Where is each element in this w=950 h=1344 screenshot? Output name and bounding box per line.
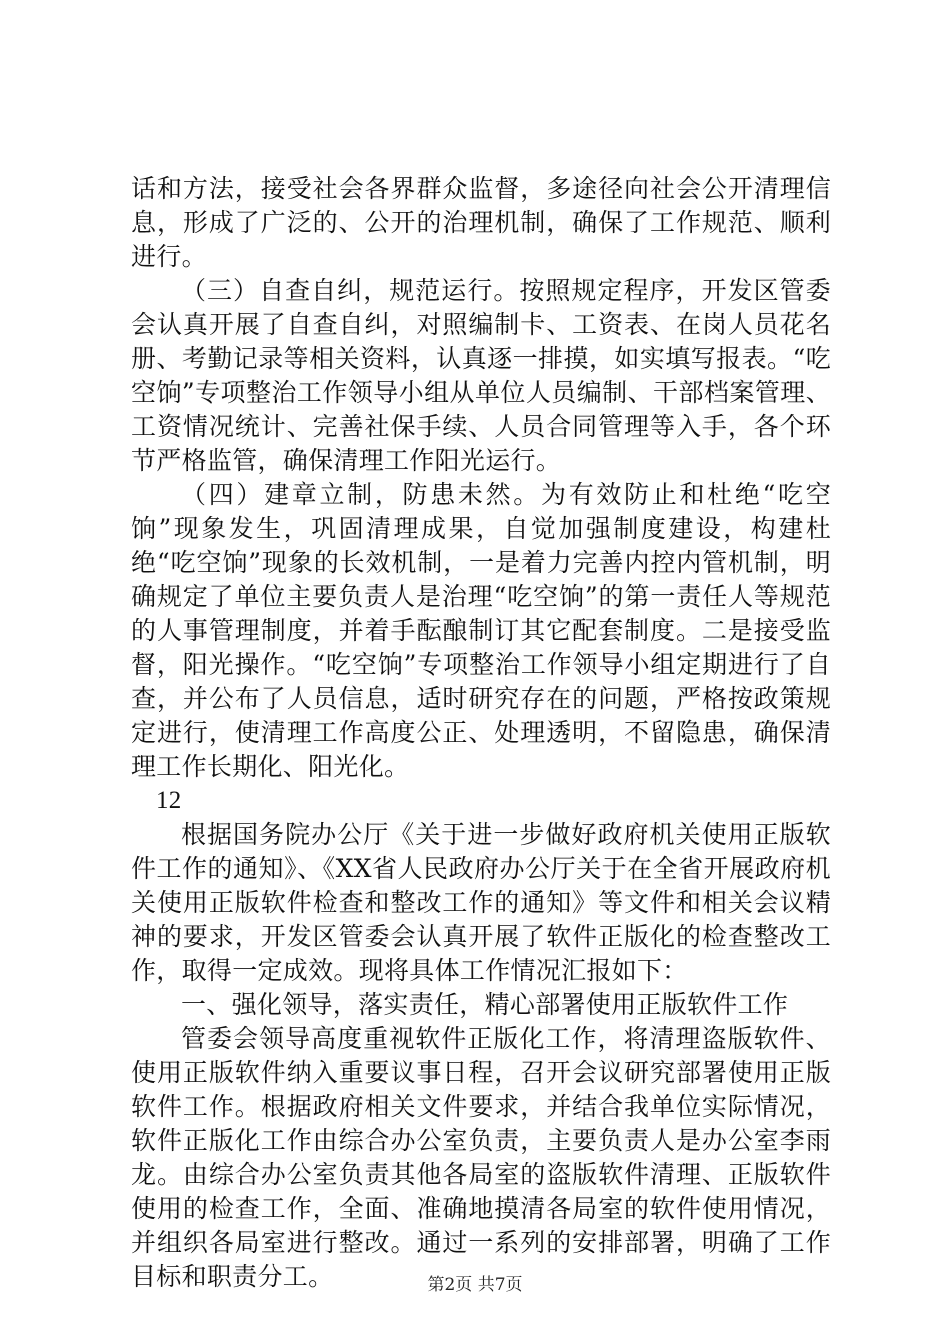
paragraph-section-3: （三）自查自纠，规范运行。按照规定程序，开发区管委会认真开展了自查自纠，对照编制卡、工资表、在岗人员花名册、考勤记录等相关资料，认真逐一排摸，如实填写报表。“吃空饷”专项整治工作领导小组从单位人员编制、干部档案管理、工资情况统计、完善社保手续、人员合同管理等入手，各个环节严格监管，确保清理工作阳光运行。 xyxy=(131,276,831,475)
paragraph-continuation: 话和方法，接受社会各界群众监督，多途径向社会公开清理信息，形成了广泛的、公开的治理机制，确保了工作规范、顺利进行。 xyxy=(131,174,831,271)
paragraph-intro: 根据国务院办公厅《关于进一步做好政府机关使用正版软件工作的通知》、《XX省人民政府办公厅关于在全省开展政府机关使用正版软件检查和整改工作的通知》等文件和相关会议精神的要求，开发区管委会认真开展了软件正版化的检查整改工作，取得一定成效。现将具体工作情况汇报如下： xyxy=(131,820,831,985)
paragraph-number-marker: 12 xyxy=(156,787,182,814)
page-footer: 第2页 共7页 xyxy=(427,1275,523,1295)
paragraph-section-1-body: 管委会领导高度重视软件正版化工作，将清理盗版软件、使用正版软件纳入重要议事日程，召开会议研究部署使用正版软件工作。根据政府相关文件要求，并结合我单位实际情况，软件正版化工作由综合办公室负责，主要负责人是办公室李雨龙。由综合办公室负责其他各局室的盗版软件清理、正版软件使用的检查工作，全面、准确地摸清各局室的软件使用情况，并组织各局室进行整改。通过一系列的安排部署，明确了工作目标和职责分工。 xyxy=(131,1024,831,1291)
paragraph-section-4: （四）建章立制，防患未然。为有效防止和杜绝“吃空饷”现象发生，巩固清理成果，自觉加强制度建设，构建杜绝“吃空饷”现象的长效机制，一是着力完善内控内管机制，明确规定了单位主要负责人是治理“吃空饷”的第一责任人等规范的人事管理制度，并着手酝酿制订其它配套制度。二是接受监督，阳光操作。“吃空饷”专项整治工作领导小组定期进行了自查，并公布了人员信息，适时研究存在的问题，严格按政策规定进行，使清理工作高度公正、处理透明，不留隐患，确保清理工作长期化、阳光化。 xyxy=(131,480,831,781)
section-heading-1: 一、强化领导，落实责任，精心部署使用正版软件工作 xyxy=(181,990,789,1019)
document-body xyxy=(131,172,831,1294)
